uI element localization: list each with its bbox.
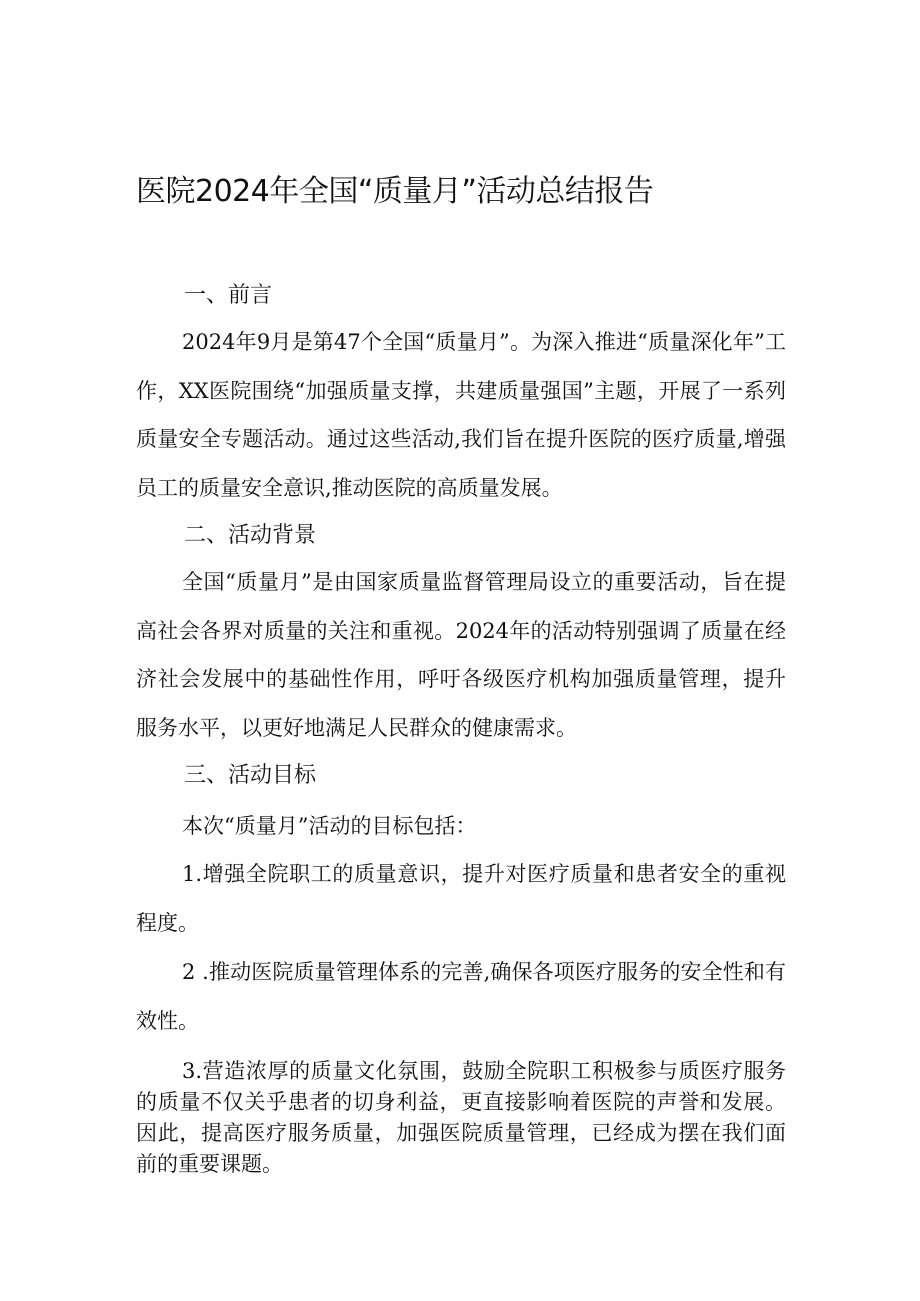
document-title: 医院2024年全国“质量月”活动总结报告 — [136, 174, 654, 209]
section-heading-background: 二、活动背景 — [184, 523, 317, 548]
goals-intro: 本次“质量月”活动的目标包括： — [182, 814, 477, 838]
preface-paragraph: 2024年9月是第47个全国“质量月”。为深入推进“质量深化年”工作，XX医院围绕“加强质量支撑，共建质量强国”主题，开展了一系列质量安全专题活动。通过这些活动,我们旨在提升医院的医疗质量,增强员工的质量安全意识,推动医院的高质量发展。 — [136, 330, 786, 500]
goal-item-3: 3.营造浓厚的质量文化氛围，鼓励全院职工积极参与质医疗服务的质量不仅关乎患者的切身利益，更直接影响着医院的声誉和发展。因此，提高医疗服务质量，加强医院质量管理，已经成为摆在我们面前的重要课题。 — [136, 1059, 786, 1176]
goal-item-1: 1.增强全院职工的质量意识，提升对医疗质量和患者安全的重视程度。 — [136, 862, 786, 935]
background-paragraph: 全国“质量月”是由国家质量监督管理局设立的重要活动，旨在提高社会各界对质量的关注和重视。2024年的活动特别强调了质量在经济社会发展中的基础性作用，呼吁各级医疗机构加强质量管理，提升服务水平，以更好地满足人民群众的健康需求。 — [136, 570, 786, 740]
goal-item-2: 2 .推动医院质量管理体系的完善,确保各项医疗服务的安全性和有效性。 — [136, 960, 786, 1033]
section-heading-goals: 三、活动目标 — [184, 763, 317, 788]
section-heading-preface: 一、前言 — [184, 283, 273, 308]
